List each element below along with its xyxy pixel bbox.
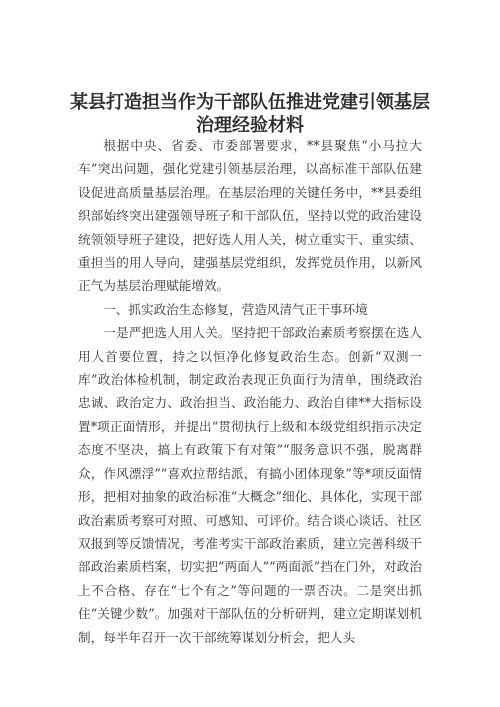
document-title-line-2: 治理经验材料	[196, 115, 304, 136]
document-body	[78, 134, 422, 649]
intro-paragraph: 根据中央、省委、市委部署要求，**县聚焦“小马拉大车”突出问题，强化党建引领基层治理，以高标准干部队伍建设促进高质量基层治理。在基层治理的关键任务中，**县委组织部始终突出建强领导班子和干部队伍，坚持以党的政治建设统领领导班子建设，把好选人用人关，树立重实干、重实绩、重担当的用人导向，建强基层党组织，发挥党员作用，以新风正气为基层治理赋能增效。	[78, 138, 422, 294]
document-title-line-1: 某县打造担当作为干部队伍推进党建引领基层	[70, 92, 430, 113]
body-paragraph: 一是严把选人用人关。坚持把干部政治素质考察摆在选人用人首要位置，持之以恒净化修复政治生态。创新“双测一库”政治体检机制，制定政治表现正负面行为清单，围绕政治忠诚、政治定力、政治担当、政治能力、政治自律**大指标设置*项正面情形，并提出“贯彻执行上级和本级党组织指示决定态度不坚决，搞上有政策下有对策”“服务意识不强，脱离群众，作风漂浮”“喜欢拉帮结派，有搞小团体现象”等*项反面情形，把相对抽象的政治标准“大概念”细化、具体化，实现干部政治素质考察可对照、可感知、可评价。结合谈心谈话、社区双报到等反馈情况，考准考实干部政治素质，建立完善科级干部政治素质档案，切实把“两面人”“两面派”挡在门外，对政治上不合格、存在“七个有之”等问题的一票否决。二是突出抓住“关键少数”。加强对干部队伍的分析研判，建立定期谋划机制，每半年召开一次干部统筹谋划分析会，把人头	[78, 325, 422, 645]
section-heading: 一、抓实政治生态修复，营造风清气正干事环境	[103, 301, 368, 317]
